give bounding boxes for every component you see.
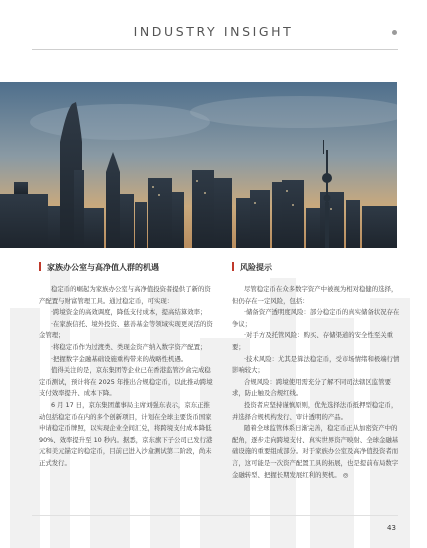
- right-bullet: ·储备资产透明度风险：部分稳定币的真实储备状况存在争议；: [232, 308, 400, 328]
- left-bullet: ·将稳定币作为过渡类、类现金资产纳入数字资产配置；: [51, 342, 207, 351]
- right-column: [232, 262, 400, 481]
- footer-divider: [32, 515, 398, 516]
- heading-accent-bar: [232, 262, 234, 271]
- right-closing-text: 随着全球监管体系日渐完善，稳定币正从加密资产中的配角，逐步走向跨境支付、真实世界资产映射、全球金融基础设施的重要组成部分。对于家族办公室及高净值投资者而言，这可能是一次资产配置工具的拓展，也是提前布局数字金融转型、把握长期发展红利的契机。: [232, 424, 399, 479]
- right-column-title: 风险提示: [240, 263, 272, 272]
- city-skyline-photo: [0, 82, 397, 248]
- left-column-title: 家族办公室与高净值人群的机遇: [47, 263, 159, 272]
- right-paragraph: [232, 423, 400, 481]
- right-bullet: ·对手方及托管风险：购买、存储渠道的安全性至关重要；: [232, 331, 394, 351]
- section-header-title: INDUSTRY INSIGHT: [133, 24, 294, 39]
- left-paragraph: 6 月 17 日，京东集团董事局主席刘强东表示，京东正推动包括稳定币在内的多个创新项目，计划在全球主要货币国家申请稳定币牌照，以实现企业全间汇兑，将跨境支付成本降低 90%、效率提升至 10 秒内。据悉，京东旗下子公司已发行港元和美元锚定的稳定币，目前已进入沙盒测试第二阶段，尚未正式发行。: [39, 400, 213, 467]
- heading-accent-bar: [39, 262, 41, 271]
- right-paragraph: 投资者应坚持谨慎原则，优先选择法币抵押型稳定币，并选择合规机构发行、审计透明的产品。: [232, 400, 398, 421]
- left-bullet: ·把握数字金融基础设施重构带来的战略性机遇。: [51, 354, 188, 363]
- left-column: [39, 262, 215, 470]
- left-bullet: ·在家族信托、境外投资、慈善基金等领域实现更灵活的资金管理；: [39, 319, 213, 340]
- left-paragraph: 值得关注的是，京东集团等企业已在香港监管沙盒完成稳定币测试，预计将在 2025 年推出合规稳定币，以此推动跨境支付效率提升、成本下降。: [39, 366, 213, 398]
- header-divider: [32, 49, 398, 50]
- right-bullet: ·技术风险：尤其是算法稳定币，受市场情绪和极端行情影响较大；: [232, 354, 400, 375]
- page-number: 43: [387, 524, 396, 532]
- right-paragraph: 尽管稳定币在众多数字资产中被视为相对稳健的选择，但仍存在一定风险，包括：: [232, 285, 398, 305]
- left-column-heading: [39, 262, 215, 274]
- header-dot-icon: [392, 30, 397, 35]
- end-mark-icon: ◎: [342, 470, 349, 479]
- left-bullet: ·跨境资金的高效调度，降低支付成本，提高结算效率；: [51, 308, 207, 317]
- left-paragraph: 稳定币的崛起为家族办公室与高净值投资者提供了新的资产配置与财富管理工具。通过稳定币，可实现：: [39, 285, 211, 305]
- right-column-heading: [232, 262, 400, 274]
- right-paragraph: 合规风险：跨境使用需充分了解不同司法辖区监管要求，防止触及合规红线。: [232, 377, 391, 398]
